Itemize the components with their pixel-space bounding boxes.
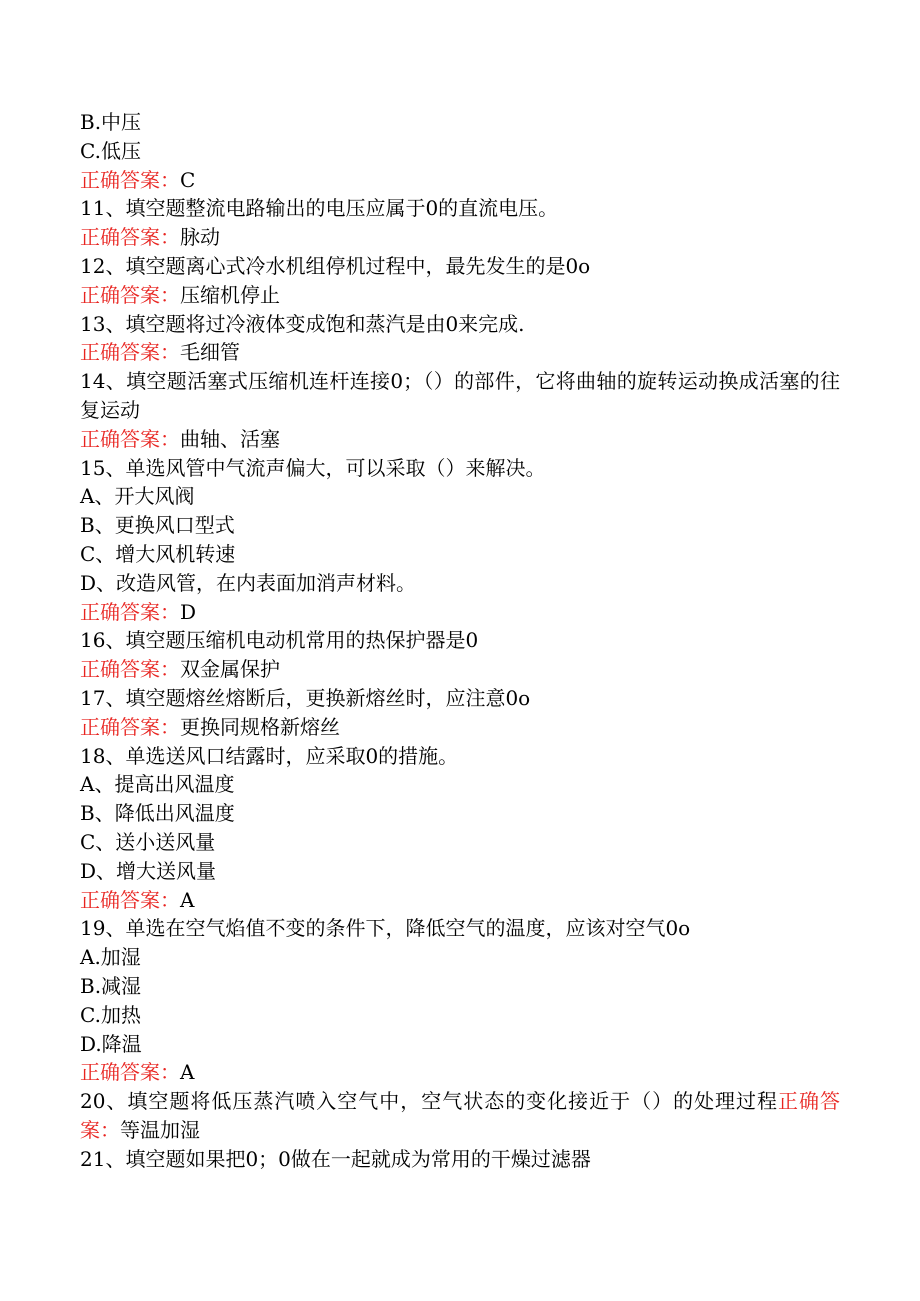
answer-label: 正确答案： — [80, 599, 180, 624]
text-line: C.加热 — [80, 1002, 141, 1027]
answer-value: 曲轴、活塞 — [180, 426, 280, 451]
answer-line — [80, 655, 840, 684]
text-line: A、开大风阀 — [80, 484, 195, 509]
answer-line — [80, 598, 840, 627]
text-line: D、增大送风量 — [80, 858, 217, 883]
answer-label: 正确答案： — [80, 340, 180, 365]
text-line: 16、填空题压缩机电动机常用的热保护器是0 — [80, 628, 479, 653]
answer-value: 脉动 — [180, 225, 220, 250]
answer-value: D — [180, 599, 197, 624]
text-line: 17、填空题熔丝熔断后，更换新熔丝时，应注意0o — [80, 685, 531, 710]
answer-line — [80, 425, 840, 454]
answer-value: A — [180, 887, 195, 912]
answer-label: 正确答案： — [80, 1060, 180, 1085]
answer-value: 更换同规格新熔丝 — [180, 714, 340, 739]
answer-line — [80, 1058, 840, 1087]
question-list — [80, 108, 840, 1173]
answer-value: 毛细管 — [180, 340, 240, 365]
answer-label: 正确答案： — [80, 887, 180, 912]
text-line: D.降温 — [80, 1031, 142, 1056]
answer-line — [80, 713, 840, 742]
answer-label: 正确答案： — [80, 167, 180, 192]
answer-label: 正确答案： — [80, 282, 180, 307]
answer-value: C — [180, 167, 196, 192]
answer-label: 正确答案： — [80, 426, 180, 451]
text-line: 19、单选在空气焰值不变的条件下，降低空气的温度，应该对空气0o — [80, 916, 691, 941]
text-line: 13、填空题将过冷液体变成饱和蒸汽是由0来完成. — [80, 311, 525, 336]
text-line: A、提高出风温度 — [80, 772, 235, 797]
text-line: 21、填空题如果把0；0做在一起就成为常用的干燥过滤器 — [80, 1146, 591, 1171]
text-line: C.低压 — [80, 138, 141, 163]
answer-label: 正确答案： — [80, 714, 180, 739]
question-text: 20、填空题将低压蒸汽喷入空气中，空气状态的变化接近于（）的处理过程 — [80, 1089, 779, 1114]
answer-value: 双金属保护 — [180, 657, 280, 682]
text-line: B.中压 — [80, 110, 142, 134]
text-line: B.减湿 — [80, 973, 142, 998]
text-line: D、改造风管，在内表面加消声材料。 — [80, 570, 417, 595]
answer-value: A — [180, 1060, 195, 1085]
answer-line — [80, 338, 840, 367]
question-with-answer-line — [80, 1087, 840, 1145]
answer-label: 正确答案： — [80, 657, 180, 682]
text-line: B、更换风口型式 — [80, 513, 235, 538]
answer-label: 正确答案： — [80, 1089, 841, 1142]
answer-line — [80, 166, 840, 195]
text-line: C、送小送风量 — [80, 829, 216, 854]
answer-line — [80, 886, 840, 915]
text-line: A.加湿 — [80, 945, 141, 970]
text-line: 11、填空题整流电路输出的电压应属于0的直流电压。 — [80, 196, 559, 221]
text-line: C、增大风机转速 — [80, 541, 236, 566]
answer-label: 正确答案： — [80, 225, 180, 250]
answer-line — [80, 281, 840, 310]
text-line: B、降低出风温度 — [80, 801, 235, 826]
text-line: 15、单选风管中气流声偏大，可以采取（）来解决。 — [80, 455, 546, 480]
text-line: 18、单选送风口结露时，应采取0的措施。 — [80, 743, 459, 768]
answer-value: 压缩机停止 — [180, 282, 280, 307]
text-line: 12、填空题离心式冷水机组停机过程中，最先发生的是0o — [80, 253, 591, 278]
question-line: 14、填空题活塞式压缩机连杆连接0；（）的部件，它将曲轴的旋转运动换成活塞的往复运动 — [80, 369, 840, 422]
answer-line — [80, 223, 840, 252]
answer-value: 等温加湿 — [120, 1117, 200, 1142]
